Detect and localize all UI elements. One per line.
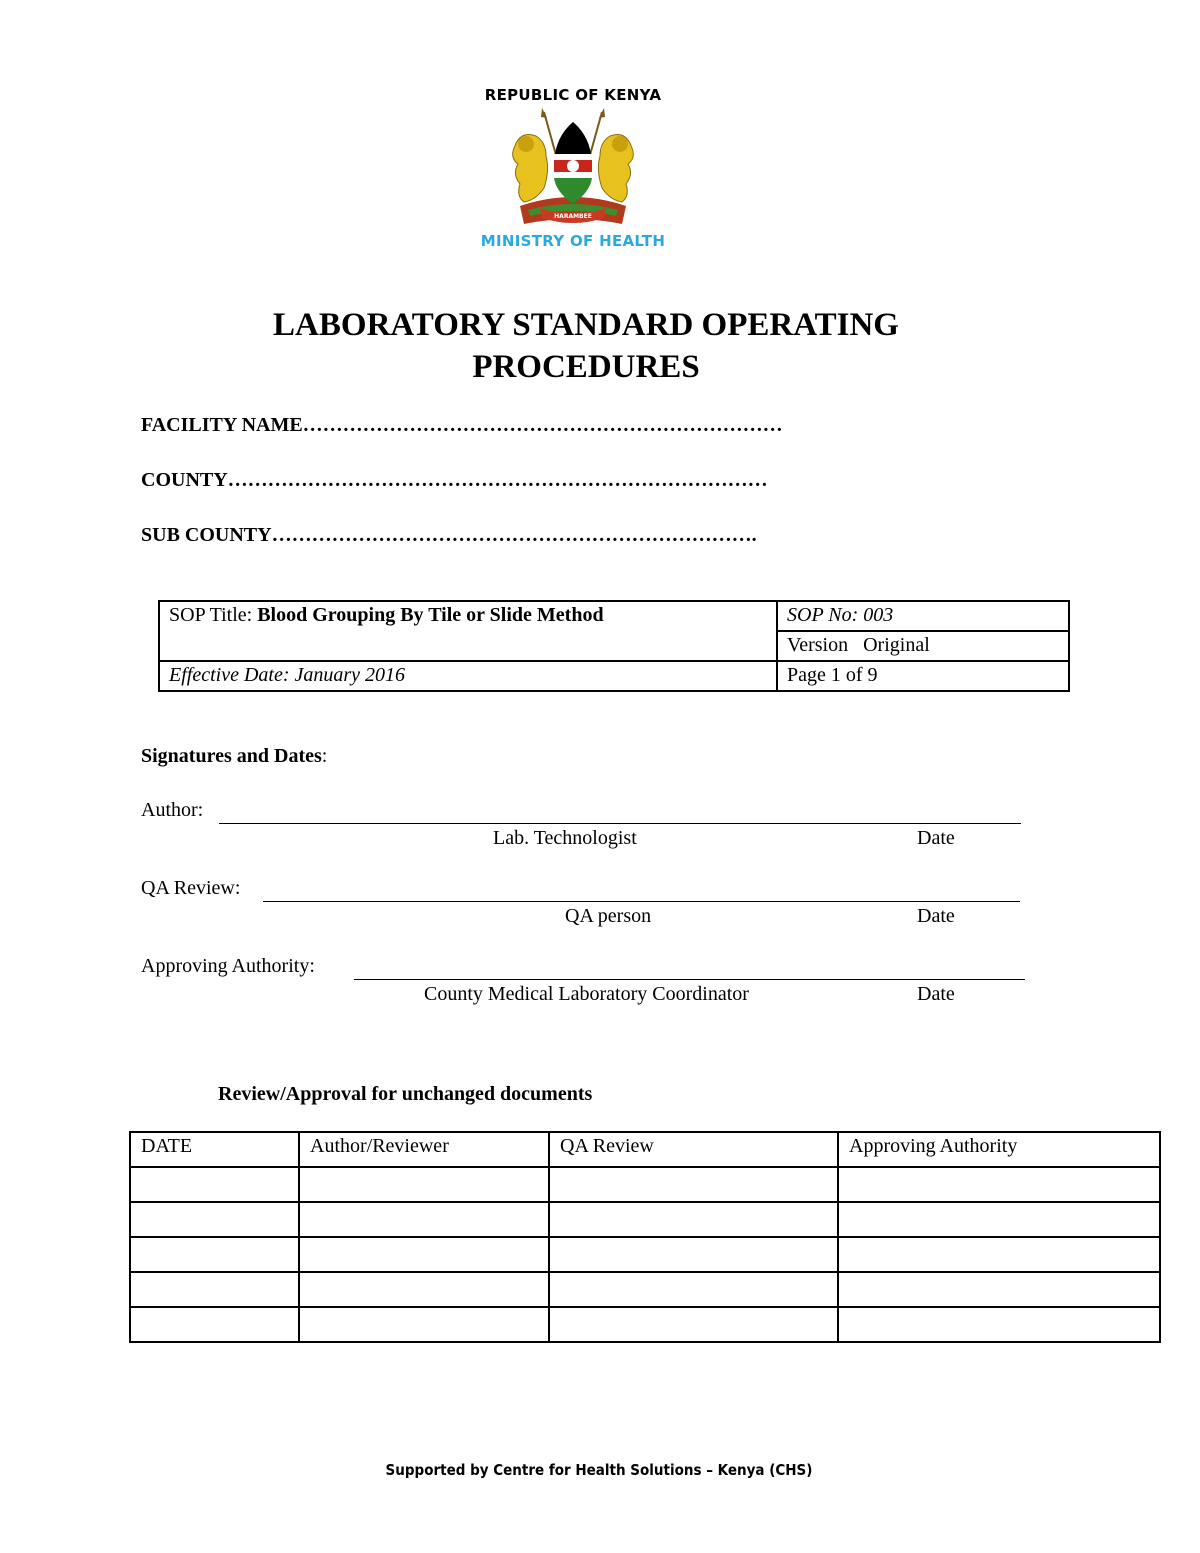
republic-heading: REPUBLIC OF KENYA <box>484 86 662 104</box>
table-cell[interactable] <box>549 1202 838 1237</box>
sop-version-value: Original <box>863 634 930 656</box>
kenya-coat-of-arms-icon <box>506 108 640 230</box>
ministry-heading: MINISTRY OF HEALTH <box>480 232 666 250</box>
table-cell[interactable] <box>549 1167 838 1202</box>
table-row <box>130 1167 1160 1202</box>
table-row <box>130 1237 1160 1272</box>
qa-signature-line <box>263 901 1020 902</box>
table-cell[interactable] <box>130 1202 299 1237</box>
title-line-1: LABORATORY STANDARD OPERATING <box>273 307 899 343</box>
author-date-label: Date <box>917 827 955 849</box>
sop-number: SOP No: 003 <box>787 604 894 626</box>
page-count-cell <box>777 661 1069 691</box>
table-row <box>130 1307 1160 1342</box>
sop-title-label: SOP Title: <box>169 604 258 626</box>
sop-version-label: Version <box>787 634 849 656</box>
crest-motto: HARAMBEE <box>554 213 592 220</box>
facility-name-field: FACILITY NAME……………………………………………………………… <box>141 414 783 436</box>
sop-number-cell <box>777 601 1069 631</box>
signatures-heading-text: Signatures and Dates <box>141 745 322 767</box>
column-header-author-reviewer: Author/Reviewer <box>299 1132 549 1167</box>
effective-date: Effective Date: January 2016 <box>169 664 406 686</box>
signatures-heading-colon: : <box>321 745 328 767</box>
table-cell[interactable] <box>838 1237 1160 1272</box>
review-approval-heading: Review/Approval for unchanged documents <box>218 1083 593 1105</box>
table-cell[interactable] <box>838 1272 1160 1307</box>
sop-title-cell <box>159 601 777 661</box>
qa-review-label: QA Review: <box>141 877 241 899</box>
sop-version-cell <box>777 631 1069 661</box>
table-cell[interactable] <box>838 1307 1160 1342</box>
sub-county-field: SUB COUNTY………………………………………………………………. <box>141 524 757 546</box>
table-cell[interactable] <box>838 1167 1160 1202</box>
table-row <box>130 1272 1160 1307</box>
column-header-date: DATE <box>130 1132 299 1167</box>
column-header-qa-review: QA Review <box>549 1132 838 1167</box>
author-label: Author: <box>141 799 204 821</box>
table-row <box>130 1202 1160 1237</box>
table-cell[interactable] <box>838 1202 1160 1237</box>
qa-role: QA person <box>565 905 652 927</box>
signatures-heading <box>141 745 327 768</box>
approver-signature-line <box>354 979 1025 980</box>
effective-date-cell <box>159 661 777 691</box>
table-cell[interactable] <box>549 1272 838 1307</box>
table-cell[interactable] <box>549 1237 838 1272</box>
table-cell[interactable] <box>130 1237 299 1272</box>
table-cell[interactable] <box>130 1167 299 1202</box>
approver-role: County Medical Laboratory Coordinator <box>424 983 749 1005</box>
county-field: COUNTY……………………………………………………………………… <box>141 469 768 491</box>
review-approval-table <box>129 1131 1161 1343</box>
page-count: Page 1 of 9 <box>787 664 878 686</box>
table-cell[interactable] <box>299 1202 549 1237</box>
qa-date-label: Date <box>917 905 955 927</box>
approver-date-label: Date <box>917 983 955 1005</box>
table-cell[interactable] <box>130 1307 299 1342</box>
sop-info-table <box>158 600 1070 692</box>
author-signature-line <box>219 823 1021 824</box>
table-cell[interactable] <box>299 1307 549 1342</box>
table-cell[interactable] <box>130 1272 299 1307</box>
column-header-approving-authority: Approving Authority <box>838 1132 1160 1167</box>
document-title <box>0 304 1172 388</box>
footer-support-note: Supported by Centre for Health Solutions – Kenya (CHS) <box>385 1461 813 1479</box>
table-cell[interactable] <box>299 1237 549 1272</box>
table-cell[interactable] <box>299 1167 549 1202</box>
table-cell[interactable] <box>299 1272 549 1307</box>
review-table-header <box>130 1132 1160 1167</box>
approving-authority-label: Approving Authority: <box>141 955 315 977</box>
sop-title-value: Blood Grouping By Tile or Slide Method <box>257 604 604 626</box>
title-line-2: PROCEDURES <box>472 349 700 385</box>
table-cell[interactable] <box>549 1307 838 1342</box>
author-role: Lab. Technologist <box>493 827 637 849</box>
